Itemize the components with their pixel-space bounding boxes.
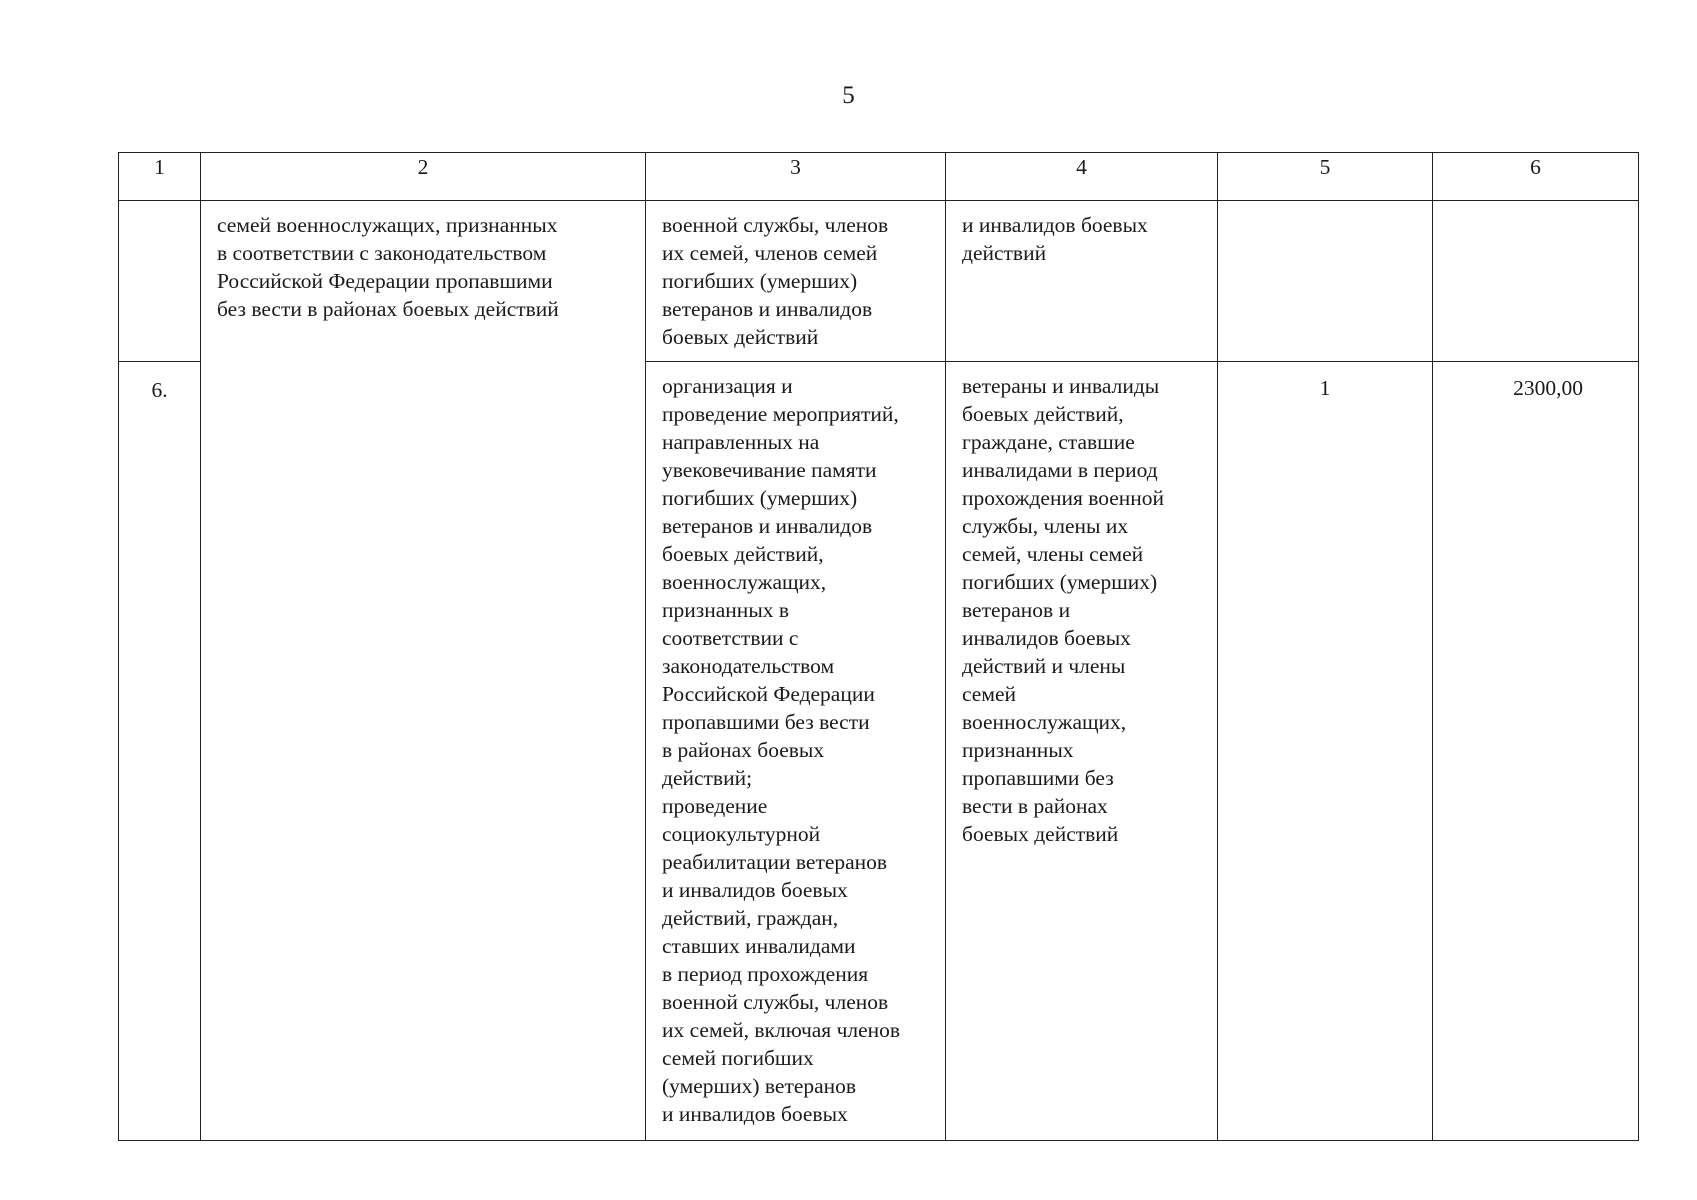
row-b-cell-4 xyxy=(946,362,1218,1141)
row-a-cell-1 xyxy=(119,201,201,362)
purpose-text: семей военнослужащих, признанных в соответствии с законодательством Российской Федерации пропавшими без вести в районах боевых действий xyxy=(217,213,559,321)
activity-text: военной службы, членов их семей, членов семей погибших (умерших) ветеранов и инвалидов боевых действий xyxy=(662,213,889,349)
page-number-text: 5 xyxy=(842,82,855,109)
header-cell-6: 6 xyxy=(1433,153,1639,201)
row-b-cell-3 xyxy=(646,362,946,1141)
row-number: 6. xyxy=(151,378,168,402)
amount-value: 2300,00 xyxy=(1513,376,1583,400)
recipients-text: ветераны и инвалиды боевых действий, граждане, ставшие инвалидами в период прохождения военной службы, члены их семей, члены семей погибших (умерших) ветеранов и инвалидов боевых действий и члены семей военнослужащих, признанных пропавшими без вести в районах боевых действий xyxy=(962,374,1165,846)
row-a-cell-2 xyxy=(201,201,646,1141)
row-a-cell-4 xyxy=(946,201,1218,362)
header-cell-1: 1 xyxy=(119,153,201,201)
row-a-cell-5 xyxy=(1218,201,1433,362)
document-table xyxy=(118,152,1639,1141)
row-a-cell-6 xyxy=(1433,201,1639,362)
activity-text: организация и проведение мероприятий, направленных на увековечивание памяти погибших (умерших) ветеранов и инвалидов боевых действий, военнослужащих, признанных в соответствии с законодательством Российской Федерации пропавшими без вести в районах боевых действий; проведение социокультурной реабилитации ветеранов и инвалидов боевых действий, граждан, ставших инвалидами в период прохождения военной службы, членов их семей, включая членов семей погибших (умерших) ветеранов и инвалидов боевых xyxy=(662,374,901,1126)
header-cell-2: 2 xyxy=(201,153,646,201)
header-cell-3: 3 xyxy=(646,153,946,201)
row-b-cell-1 xyxy=(119,362,201,1141)
page-number xyxy=(0,82,1697,110)
row-b-cell-5 xyxy=(1218,362,1433,1141)
table-header-row xyxy=(119,153,1639,201)
table-row xyxy=(119,201,1639,362)
header-cell-5: 5 xyxy=(1218,153,1433,201)
recipients-text: и инвалидов боевых действий xyxy=(962,213,1148,265)
row-a-cell-3 xyxy=(646,201,946,362)
row-b-cell-6 xyxy=(1433,362,1639,1141)
count-value: 1 xyxy=(1319,376,1331,400)
header-cell-4: 4 xyxy=(946,153,1218,201)
